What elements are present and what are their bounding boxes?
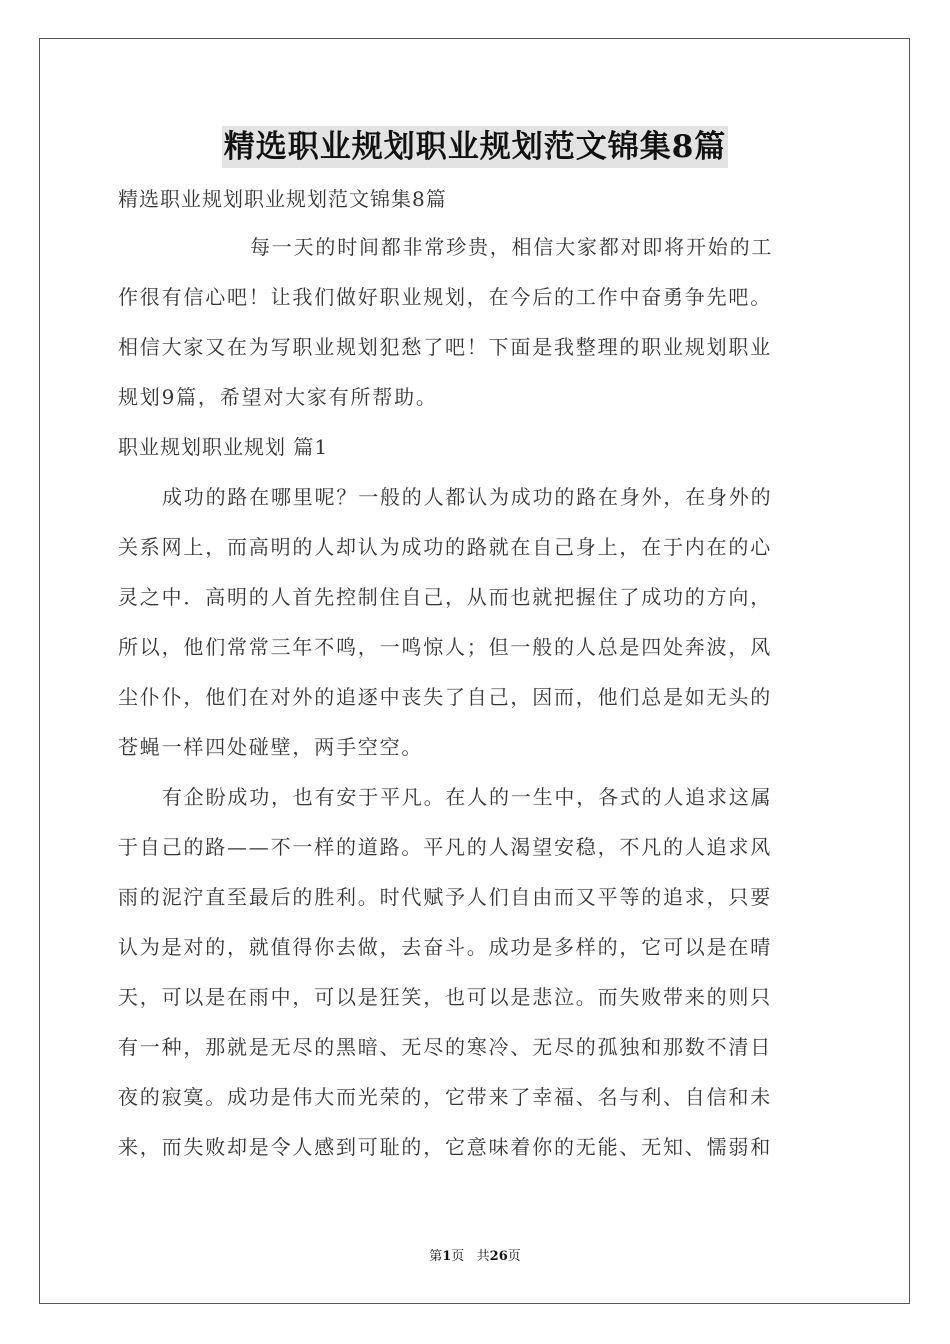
page-prefix: 第 (429, 1249, 443, 1264)
title-container (0, 126, 950, 168)
paragraph-line: 尘仆仆，他们在对外的追逐中丧失了自己，因而，他们总是如无头的 (118, 685, 772, 709)
paragraph-line: 夜的寂寞。成功是伟大而光荣的，它带来了幸福、名与利、自信和未 (118, 1085, 772, 1109)
intro-line: 相信大家又在为写职业规划犯愁了吧！下面是我整理的职业规划职业 (118, 335, 772, 359)
page-total: 26 (489, 1249, 508, 1264)
paragraph-line: 灵之中．高明的人首先控制住自己，从而也就把握住了成功的方向， (118, 585, 772, 609)
paragraph-line: 雨的泥泞直至最后的胜利。时代赋予人们自由而又平等的追求，只要 (118, 885, 772, 909)
page-footer (0, 1245, 950, 1264)
paragraph-line: 所以，他们常常三年不鸣，一鸣惊人；但一般的人总是四处奔波，风 (118, 635, 772, 659)
paragraph-line: 有企盼成功，也有安于平凡。在人的一生中，各式的人追求这属 (162, 785, 773, 809)
intro-line: 作很有信心吧！让我们做好职业规划，在今后的工作中奋勇争先吧。 (118, 285, 772, 309)
page-current: 1 (442, 1249, 452, 1264)
paragraph-line: 来，而失败却是令人感到可耻的，它意味着你的无能、无知、懦弱和 (118, 1135, 772, 1159)
paragraph-line: 天，可以是在雨中，可以是狂笑，也可以是悲泣。而失败带来的则只 (118, 985, 772, 1009)
intro-line: 每一天的时间都非常珍贵，相信大家都对即将开始的工 (250, 235, 774, 259)
document-title: 精选职业规划职业规划范文锦集8篇 (222, 126, 729, 168)
paragraph-line: 于自己的路——不一样的道路。平凡的人渴望安稳，不凡的人追求风 (118, 835, 772, 859)
paragraph-line: 苍蝇一样四处碰壁，两手空空。 (118, 735, 424, 759)
paragraph-line: 成功的路在哪里呢？一般的人都认为成功的路在身外，在身外的 (162, 485, 773, 509)
document-subtitle: 精选职业规划职业规划范文锦集8篇 (118, 187, 447, 211)
page-suffix: 页 (507, 1249, 521, 1264)
page-mid: 页 共 (451, 1249, 490, 1264)
section-heading: 职业规划职业规划 篇1 (118, 435, 329, 459)
intro-line: 规划9篇，希望对大家有所帮助。 (118, 385, 438, 409)
paragraph-line: 关系网上，而高明的人却认为成功的路就在自己身上，在于内在的心 (118, 535, 772, 559)
paragraph-line: 认为是对的，就值得你去做，去奋斗。成功是多样的，它可以是在晴 (118, 935, 772, 959)
paragraph-line: 有一种，那就是无尽的黑暗、无尽的寒冷、无尽的孤独和那数不清日 (118, 1035, 772, 1059)
document-body (118, 180, 834, 1178)
